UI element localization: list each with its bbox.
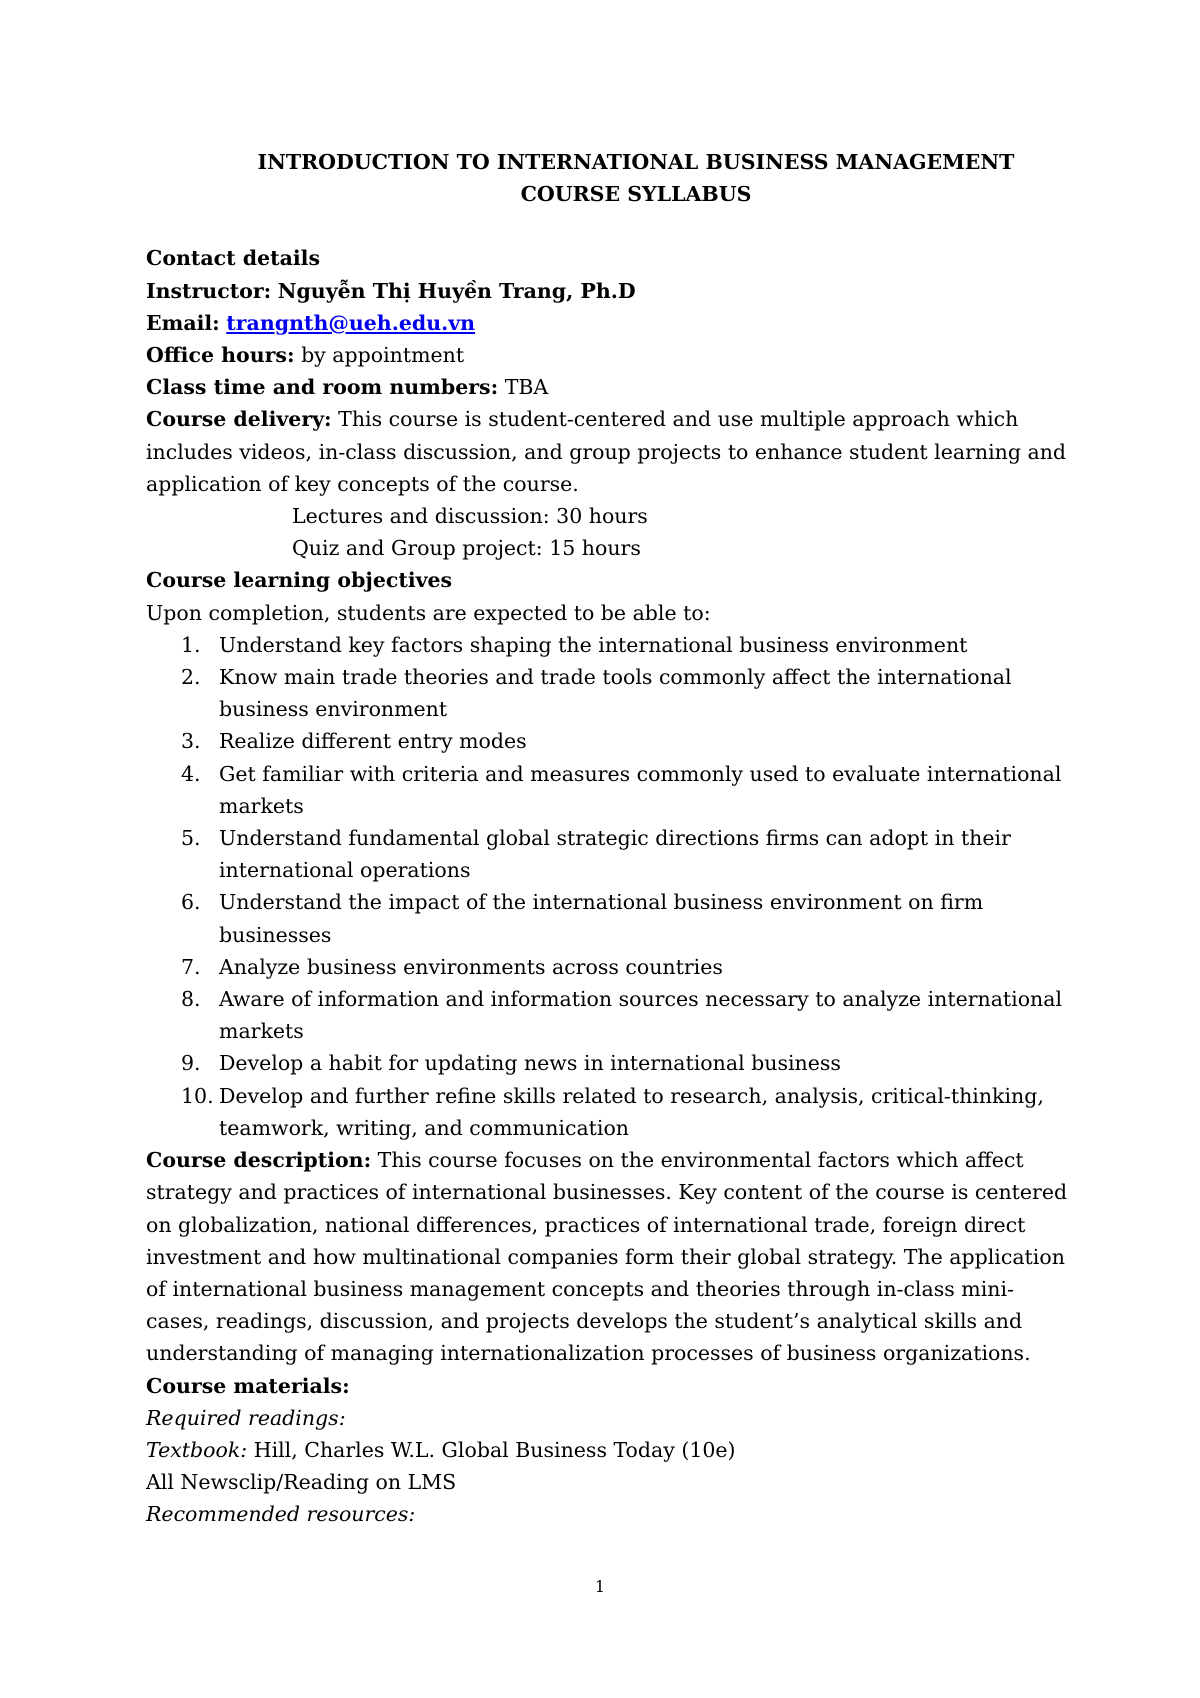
list-item-text: Aware of information and information sources necessary to analyze international markets [219,987,1063,1044]
list-item [146,661,1076,725]
page-number: 1 [594,1577,606,1596]
objectives-intro: Upon completion, students are expected to be able to: [146,600,711,625]
materials-heading: Course materials: [146,1373,350,1398]
list-item-number: 2. [181,665,201,690]
list-item-text: Understand fundamental global strategic directions firms can adopt in their international operations [219,826,1011,883]
newsclip-line: All Newsclip/Reading on LMS [146,1470,457,1495]
list-item-number: 1. [181,632,201,657]
textbook-label: Textbook: [146,1437,248,1462]
list-item-text: Analyze business environments across countries [219,954,723,979]
document-page [146,146,1076,1531]
course-delivery-text: This course is student-centered and use multiple approach which includes videos, in-class discussion, and group projects to enhance student learning and application of key concepts of the course. [146,407,1067,496]
objectives-heading: Course learning objectives [146,568,453,593]
list-item-number: 3. [181,729,201,754]
list-item-text: Understand key factors shaping the international business environment [219,632,968,657]
instructor-line [146,275,1076,307]
textbook-line [146,1434,1076,1466]
office-hours-label: Office hours: [146,343,295,368]
course-description-label: Course description: [146,1148,372,1173]
list-item-text: Get familiar with criteria and measures commonly used to evaluate international markets [219,761,1062,818]
email-label: Email: [146,310,220,335]
list-item [146,725,1076,757]
list-item-number: 10. [181,1083,214,1108]
office-hours-line [146,339,1076,371]
project-hours: Quiz and Group project: 15 hours [292,536,641,561]
required-readings-label: Required readings: [146,1405,346,1430]
class-time-value: TBA [504,375,549,400]
list-item [146,629,1076,661]
course-delivery-paragraph [146,403,1076,500]
list-item-text: Know main trade theories and trade tools commonly affect the international business environment [219,665,1012,722]
list-item-text: Develop a habit for updating news in international business [219,1051,841,1076]
spacer [146,210,1076,242]
class-time-label: Class time and room numbers: [146,375,499,400]
course-description-text: This course focuses on the environmental factors which affect strategy and practices of international businesses. Key content of the course is centered on globalization, national differences, practices of international trade, foreign direct investment and how multinational companies form their global strategy. The application of international business management concepts and theories through in-class mini-cases, readings, discussion, and projects develops the student’s analytical skills and understanding of managing internationalization processes of business organizations. [146,1148,1068,1366]
list-item-number: 6. [181,890,201,915]
instructor-value: Nguyễn Thị Huyền Trang, Ph.D [277,278,636,303]
list-item [146,758,1076,822]
office-hours-value: by appointment [301,343,465,368]
course-description-paragraph [146,1144,1076,1369]
document-title: INTRODUCTION TO INTERNATIONAL BUSINESS MANAGEMENT [257,150,1015,174]
list-item [146,1047,1076,1079]
objectives-list [146,629,1076,1144]
list-item [146,983,1076,1047]
list-item-text: Develop and further refine skills related to research, analysis, critical-thinking, teamwork, writing, and communication [219,1083,1044,1140]
class-time-line [146,371,1076,403]
list-item-number: 5. [181,826,201,851]
contact-heading: Contact details [146,246,320,271]
list-item-number: 8. [181,987,201,1012]
list-item [146,886,1076,950]
document-subtitle: COURSE SYLLABUS [520,182,752,207]
list-item-text: Understand the impact of the international business environment on firm businesses [219,890,984,947]
list-item-number: 4. [181,761,201,786]
list-item [146,822,1076,886]
list-item [146,1080,1076,1144]
list-item-text: Realize different entry modes [219,729,527,754]
textbook-value: Hill, Charles W.L. Global Business Today (10e) [253,1437,736,1462]
list-item-number: 9. [181,1051,201,1076]
course-delivery-label: Course delivery: [146,407,332,432]
email-line [146,307,1076,339]
email-link[interactable]: trangnth@ueh.edu.vn [226,310,476,335]
lecture-hours: Lectures and discussion: 30 hours [292,504,648,529]
recommended-resources-label: Recommended resources: [146,1502,416,1527]
instructor-label: Instructor: [146,278,272,303]
list-item-number: 7. [181,954,201,979]
list-item [146,951,1076,983]
